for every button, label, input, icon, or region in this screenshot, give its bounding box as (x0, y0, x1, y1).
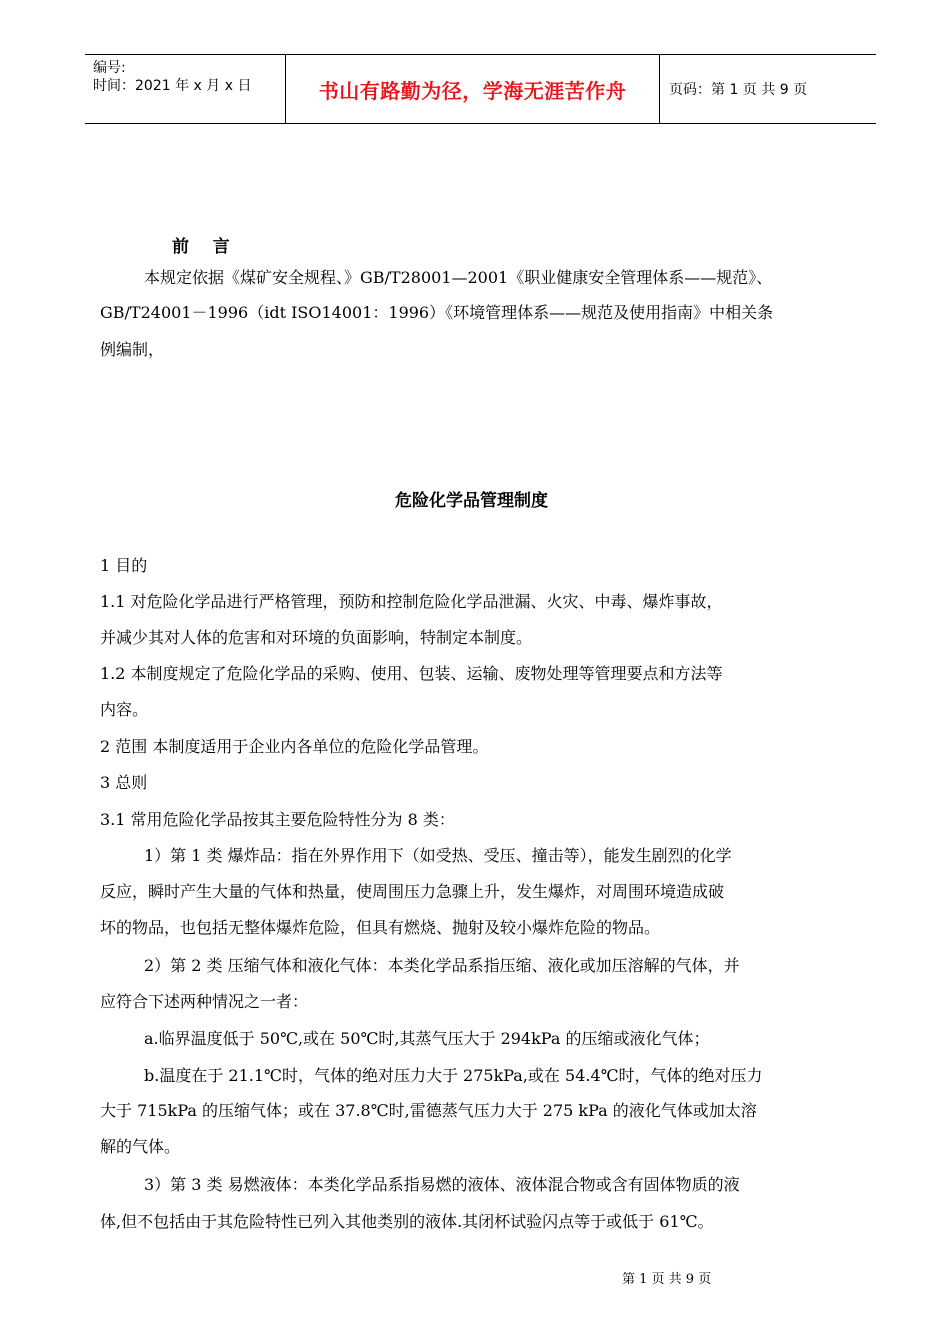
body-line: 1 目的 (100, 556, 148, 575)
body-line: 3）第 3 类 易燃液体：本类化学品系指易燃的液体、液体混合物或含有固体物质的液 (144, 1175, 740, 1194)
body-line: 体,但不包括由于其危险特性已列入其他类别的液体.其闭杯试验闪点等于或低于 61℃。 (100, 1212, 714, 1231)
preface-line-2: GB/T24001－1996（idt ISO14001：1996）《环境管理体系——规范及使用指南》中相关条 (100, 303, 774, 322)
body-line: 坏的物品，也包括无整体爆炸危险，但具有燃烧、抛射及较小爆炸危险的物品。 (100, 918, 661, 937)
body-line: 内容。 (100, 700, 149, 719)
time-label: 时间：2021 年 x 月 x 日 (93, 78, 252, 94)
page-header (85, 54, 876, 124)
preface-title: 前 言 (172, 237, 230, 257)
body-line: 应符合下述两种情况之一者： (100, 992, 309, 1011)
number-label: 编号: (93, 60, 126, 76)
body-line: 反应，瞬时产生大量的气体和热量，使周围压力急骤上升，发生爆炸，对周围环境造成破 (100, 882, 725, 901)
body-line: 大于 715kPa 的压缩气体；或在 37.8℃时,雷德蒸气压力大于 275 kPa 的液化气体或加太溶 (100, 1101, 757, 1120)
header-meta (85, 55, 286, 123)
body-line: 1.1 对危险化学品进行严格管理，预防和控制危险化学品泄漏、火灾、中毒、爆炸事故， (100, 592, 723, 611)
body-line: 3.1 常用危险化学品按其主要危险特性分为 8 类： (100, 810, 455, 829)
preface-line-1: 本规定依据《煤矿安全规程、》GB/T28001—2001《职业健康安全管理体系——规范》、 (144, 268, 773, 287)
body-line: b.温度在于 21.1℃时，气体的绝对压力大于 275kPa,或在 54.4℃时，气体的绝对压力 (144, 1066, 763, 1085)
body-line: a.临界温度低于 50℃,或在 50℃时,其蒸气压大于 294kPa 的压缩或液化气体； (144, 1029, 710, 1048)
preface-line-3: 例编制， (100, 340, 165, 359)
body-line: 2 范围 本制度适用于企业内各单位的危险化学品管理。 (100, 737, 489, 756)
body-line: 解的气体。 (100, 1137, 181, 1156)
page-footer: 第 1 页 共 9 页 (622, 1272, 712, 1287)
body-line: 1.2 本制度规定了危险化学品的采购、使用、包装、运输、废物处理等管理要点和方法等 (100, 664, 723, 683)
body-line: 2）第 2 类 压缩气体和液化气体：本类化学品系指压缩、液化或加压溶解的气体，并 (144, 956, 740, 975)
body-line: 3 总则 (100, 773, 148, 792)
document-title: 危险化学品管理制度 (395, 491, 548, 511)
header-page-info: 页码：第 1 页 共 9 页 (669, 82, 808, 98)
header-motto: 书山有路勤为径，学海无涯苦作舟 (286, 55, 660, 123)
body-line: 1）第 1 类 爆炸品：指在外界作用下（如受热、受压、撞击等），能发生剧烈的化学 (144, 846, 732, 865)
body-line: 并减少其对人体的危害和对环境的负面影响，特制定本制度。 (100, 628, 533, 647)
